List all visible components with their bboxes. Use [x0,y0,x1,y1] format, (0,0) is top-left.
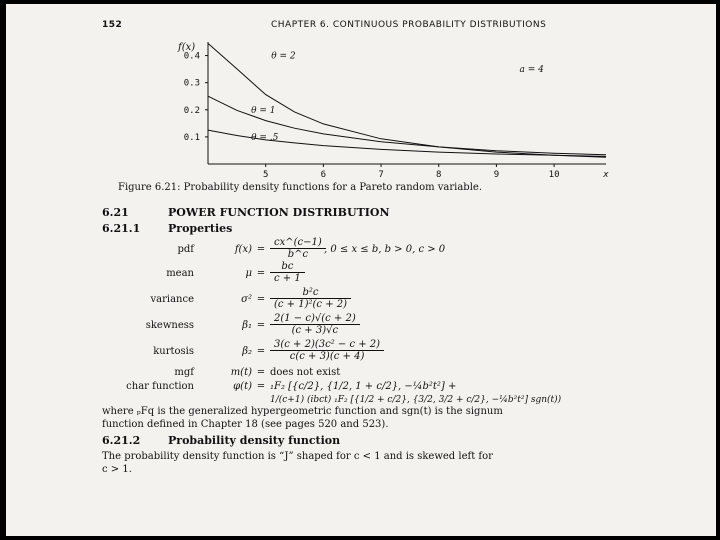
char-function-line-2: 1/(c+1) (ibct) ₁F₂ [{1/2 + c/2}, {3/2, 3/2 + c/2}, −¼b²t²] sgn(t)) [270,395,562,405]
equals-sign: = [256,244,266,255]
pdf-denominator: b^c [287,249,309,260]
x-tick-label: 10 [548,170,560,180]
x-tick-label: 6 [320,170,327,180]
property-row-variance [102,289,662,309]
pareto-pdf-figure [156,34,626,182]
variance-denominator: (c + 1)²(c + 2) [274,299,348,310]
subsection-title: Probability density function [168,434,341,447]
variance-numerator: b²c [270,287,351,299]
paragraph-line: where ₚFq is the generalized hypergeometric function and sgn(t) is the signum [102,406,503,417]
subsection-number: 6.21.1 [102,222,141,235]
subsection-heading-pdf [102,434,340,447]
property-label: mgf [174,367,194,378]
pdf-support: , 0 ≤ x ≤ b, b > 0, c > 0 [324,244,446,255]
figure-ticks [184,52,610,180]
pdf-fraction [270,237,326,260]
property-symbol: m(t) [230,367,252,378]
mean-denominator: c + 1 [274,273,301,284]
property-label: mean [166,268,194,279]
y-tick-label: 0.1 [183,132,200,143]
section-title: POWER FUNCTION DISTRIBUTION [168,206,390,219]
x-tick-label: 9 [493,170,500,180]
property-symbol: f(x) [234,244,252,255]
equals-sign: = [256,346,266,357]
x-tick-label: 5 [262,170,269,180]
page-number: 152 [102,20,123,30]
property-symbol: β₁ [242,320,252,331]
property-symbol: φ(t) [233,381,252,392]
book-page [6,4,716,536]
running-title: CHAPTER 6. CONTINUOUS PROBABILITY DISTRIBUTIONS [271,20,547,30]
equals-sign: = [256,367,266,378]
skewness-denominator: (c + 3)√c [291,325,339,336]
equals-sign: = [256,320,266,331]
mean-numerator: bc [270,261,305,273]
property-row-pdf [102,239,662,259]
subsection-heading-properties [102,222,232,235]
property-label: char function [126,381,194,392]
mgf-text: does not exist [270,367,341,378]
property-label: variance [150,294,194,305]
figure-labels [177,42,544,143]
x-tick-label: 8 [436,170,442,180]
char-function-line-1: ₁F₂ [{c/2}, {1/2, 1 + c/2}, −¼b²t²] + [270,381,457,392]
property-row-mean [102,263,662,283]
paragraph-line: c > 1. [102,464,132,475]
skewness-numerator: 2(1 − c)√(c + 2) [270,313,360,325]
x-tick-label: 7 [378,170,384,180]
y-tick-label: 0.2 [183,105,200,116]
mean-fraction [270,261,305,284]
equals-sign: = [256,268,266,279]
pdf-numerator: cx^(c−1) [270,237,326,249]
paragraph-hypergeometric [102,405,672,431]
kurtosis-fraction [270,339,384,362]
y-tick-label: 0.4 [183,51,200,62]
figure-caption: Figure 6.21: Probability density functions for a Pareto random variable. [118,182,483,193]
equals-sign: = [256,294,266,305]
parameter-note: a = 4 [519,65,544,76]
section-heading [102,206,390,219]
property-symbol: σ² [241,294,252,305]
property-label: skewness [145,320,194,331]
property-row-kurtosis [102,341,662,361]
property-label: kurtosis [153,346,194,357]
paragraph-line: The probability density function is “J” shaped for c < 1 and is skewed left for [102,451,493,462]
equals-sign: = [256,381,266,392]
property-row-skewness [102,315,662,335]
paragraph-pdf-shape [102,450,672,476]
curve-label: θ = .5 [251,132,279,143]
curve-label: θ = 2 [271,51,296,62]
subsection-title: Properties [168,222,233,235]
property-label: pdf [177,244,194,255]
variance-fraction [270,287,351,310]
y-axis-label: f(x) [178,42,196,53]
paragraph-line: function defined in Chapter 18 (see pages 520 and 523). [102,419,389,430]
section-number: 6.21 [102,206,129,219]
curve-label: θ = 1 [251,105,276,116]
property-symbol: μ [245,268,252,279]
subsection-number: 6.21.2 [102,434,141,447]
x-tick-label: x [603,170,609,180]
skewness-fraction [270,313,360,336]
kurtosis-numerator: 3(c + 2)(3c² − c + 2) [270,339,384,351]
kurtosis-denominator: c(c + 3)(c + 4) [289,351,365,362]
property-symbol: β₂ [242,346,252,357]
y-tick-label: 0.3 [183,78,200,89]
figure-axes [208,42,606,164]
